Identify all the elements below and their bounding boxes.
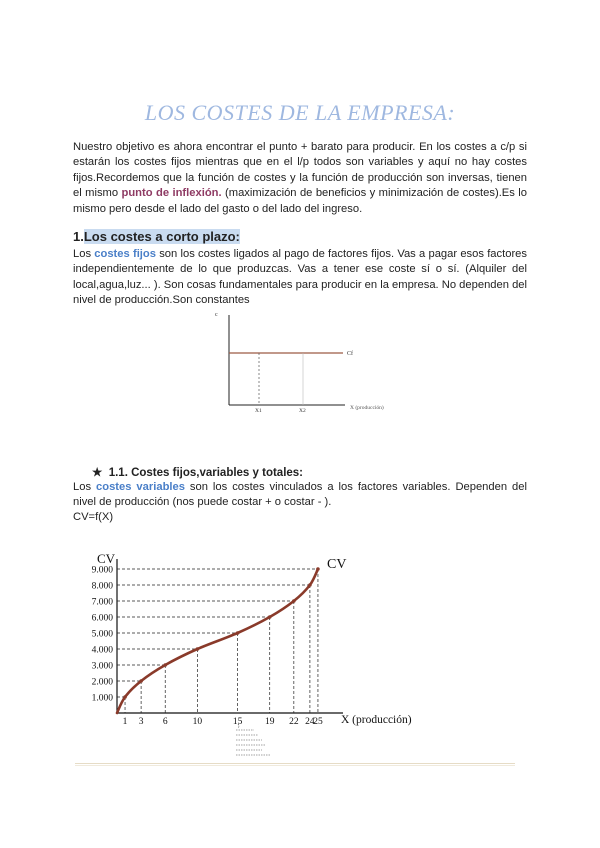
fixed-chart-y-label: c [215, 312, 218, 318]
cv-chart-y-label: CV [97, 551, 116, 566]
section-number: 1. [73, 229, 84, 244]
cv-x-tick-label: 19 [264, 717, 275, 727]
cv-chart-x-label: X (producción) [341, 714, 412, 726]
divider-line-secondary [75, 765, 515, 766]
cv-data-point [316, 567, 320, 571]
variable-cost-chart [75, 545, 435, 730]
cv-x-tick-label: 22 [289, 717, 299, 727]
intro-paragraph [73, 140, 527, 217]
variable-costs-highlight: costes variables [96, 481, 185, 493]
cv-y-tick-label: 5.000 [91, 629, 113, 640]
cv-data-point [268, 615, 272, 619]
fixed-costs-highlight: costes fijos [94, 248, 156, 260]
cv-y-tick-label: 6.000 [91, 613, 113, 624]
cv-data-point [236, 631, 240, 635]
star-icon: ★ [92, 467, 103, 479]
cv-curve [117, 569, 318, 713]
cv-curve-label: CV [327, 557, 347, 572]
scribble-line [236, 724, 270, 755]
section-heading [73, 229, 240, 244]
divider-line [75, 763, 515, 764]
cv-data-point [139, 679, 143, 683]
fixed-cost-chart [205, 305, 405, 415]
cv-data-point [196, 647, 200, 651]
handwritten-notes [228, 722, 278, 762]
variable-costs-paragraph [73, 480, 527, 511]
fixed-text-before: Los [73, 248, 95, 260]
subsection-title: 1.1. Costes fijos,variables y totales: [108, 467, 304, 479]
cv-y-tick-label: 2.000 [91, 677, 113, 688]
fixed-chart-x-label: X (producción) [350, 405, 384, 411]
fixed-chart-x-tick-2: X2 [299, 408, 306, 414]
cv-data-point [308, 583, 312, 587]
cv-x-tick-label: 25 [313, 717, 323, 727]
section-title: Los costes a corto plazo: [83, 229, 240, 244]
cv-y-tick-label: 8.000 [91, 581, 113, 592]
cv-x-tick-label: 6 [162, 717, 168, 727]
variable-text-before: Los [73, 481, 97, 493]
cv-x-tick-label: 15 [232, 717, 243, 727]
cv-data-point [292, 599, 296, 603]
cv-y-tick-label: 1.000 [91, 693, 113, 704]
fixed-cost-line-label: Cf [347, 351, 353, 357]
subsection-heading [92, 465, 303, 479]
cv-y-tick-label: 7.000 [91, 597, 113, 608]
cv-y-tick-label: 9.000 [91, 565, 113, 576]
cost-function-formula: CV=f(X) [73, 511, 114, 523]
intro-text-2: (maximización de beneficios y minimización de costes).Es lo mismo pero desde el lado del gasto o del lado del ingreso. [73, 187, 527, 215]
cv-x-tick-label: 10 [192, 717, 203, 727]
cv-data-point [123, 695, 127, 699]
cv-data-point [163, 663, 167, 667]
cv-x-tick-label: 3 [138, 717, 144, 727]
page-title: LOS COSTES DE LA EMPRESA: [144, 100, 456, 125]
intro-text-1: Nuestro objetivo es ahora encontrar el punto + barato para producir. En los costes a c/p si estarán los costes fijos mientras que en el l/p todos son variables y aquí no hay costes fijos.Recordemos que la función de costes y la función de producción son inversas, tienen el mismo [73, 141, 527, 200]
fixed-text-after: son los costes ligados al pago de factores fijos. Vas a pagar esos factores independientemente de lo que produzcas. Vas a tener ese coste sí o sí. (Alquiler del local,agua,luz... ). Son cosas fundamentales para producir en la empresa. No dependen del nivel de producción.Son constantes [73, 248, 527, 307]
cv-x-tick-label: 24 [305, 717, 315, 727]
variable-text-after: son los costes vinculados a los factores variables. Dependen del nivel de producción (nos puede costar + o costar - ). [73, 481, 527, 509]
inflection-point-highlight: punto de inflexión. [121, 187, 222, 200]
cv-y-tick-label: 4.000 [91, 645, 113, 656]
fixed-costs-paragraph [73, 247, 527, 309]
cv-x-tick-label: 1 [122, 717, 128, 727]
cv-y-tick-label: 3.000 [91, 661, 113, 672]
fixed-chart-x-tick-1: X1 [255, 408, 262, 414]
